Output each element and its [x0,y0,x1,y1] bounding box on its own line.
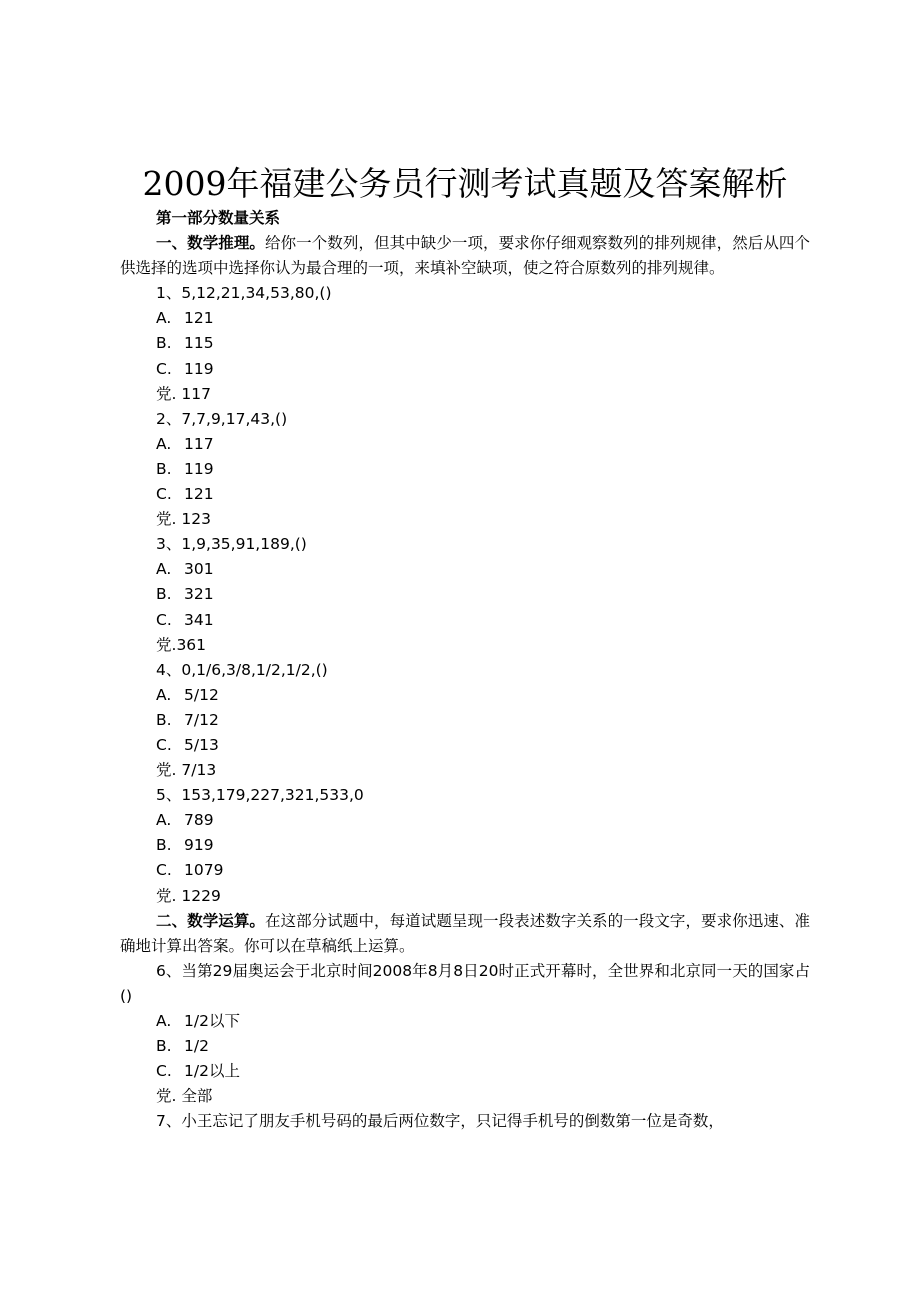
option-d: 党. 117 [156,384,211,403]
option-b: B. 119 [156,459,214,478]
option-a: A. 301 [156,560,214,579]
part2-intro: 在这部分试题中，每道试题呈现一段表述数字关系的一段文字，要求你迅速、准确地计算出答案。你可以在草稿纸上运算。 [120,911,810,955]
option-a: A. 789 [156,811,214,830]
question-stem: 2、7,7,9,17,43,() [156,409,288,428]
option-a: A. 5/12 [156,685,219,704]
question-7 [120,1109,810,1134]
option-d: 党. 123 [156,510,211,529]
section-heading: 第一部分数量关系 [156,209,281,227]
question-3 [120,532,810,657]
option-b: B. 919 [156,836,214,855]
question-1 [120,281,810,406]
option-c: C. 5/13 [156,735,219,754]
option-b: B. 115 [156,334,214,353]
option-c: C. 341 [156,610,214,629]
part1-heading: 一、数学推理。 [156,234,266,253]
option-b: B. 321 [156,585,214,604]
option-d: 党. 全部 [156,1087,213,1106]
option-d: 党.361 [156,635,207,654]
part1-intro: 给你一个数列，但其中缺少一项，要求你仔细观察数列的排列规律，然后从四个供选择的选项中选择你认为最合理的一项，来填补空缺项，使之符合原数列的排列规律。 [120,234,810,278]
part1-paragraph [120,231,810,281]
question-stem: 7、小王忘记了朋友手机号码的最后两位数字，只记得手机号的倒数第一位是奇数， [156,1112,724,1131]
question-stem: 6、当第29届奥运会于北京时间2008年8月8日20时正式开幕时，全世界和北京同一天的国家占() [120,961,810,1005]
question-4 [120,658,810,783]
question-5 [120,783,810,908]
question-stem: 1、5,12,21,34,53,80,() [156,284,332,303]
option-c: C. 1079 [156,861,224,880]
option-d: 党. 7/13 [156,761,217,780]
document-title: 2009年福建公务员行测考试真题及答案解析 [142,164,788,203]
document-page [120,162,810,1134]
part2-heading: 二、数学运算。 [156,911,266,930]
option-c: C. 121 [156,485,214,504]
question-2 [120,407,810,532]
part2-paragraph [120,909,810,959]
option-a: A. 121 [156,309,214,328]
question-6 [120,959,810,1110]
option-c: C. 119 [156,359,214,378]
option-b: B. 7/12 [156,710,219,729]
option-d: 党. 1229 [156,886,221,905]
question-stem: 3、1,9,35,91,189,() [156,535,307,554]
option-c: C. 1/2以上 [156,1062,240,1081]
question-stem: 5、153,179,227,321,533,0 [156,786,364,805]
question-stem: 4、0,1/6,3/8,1/2,1/2,() [156,660,328,679]
option-b: B. 1/2 [156,1037,209,1056]
option-a: A. 1/2以下 [156,1012,240,1030]
option-a: A. 117 [156,434,214,453]
